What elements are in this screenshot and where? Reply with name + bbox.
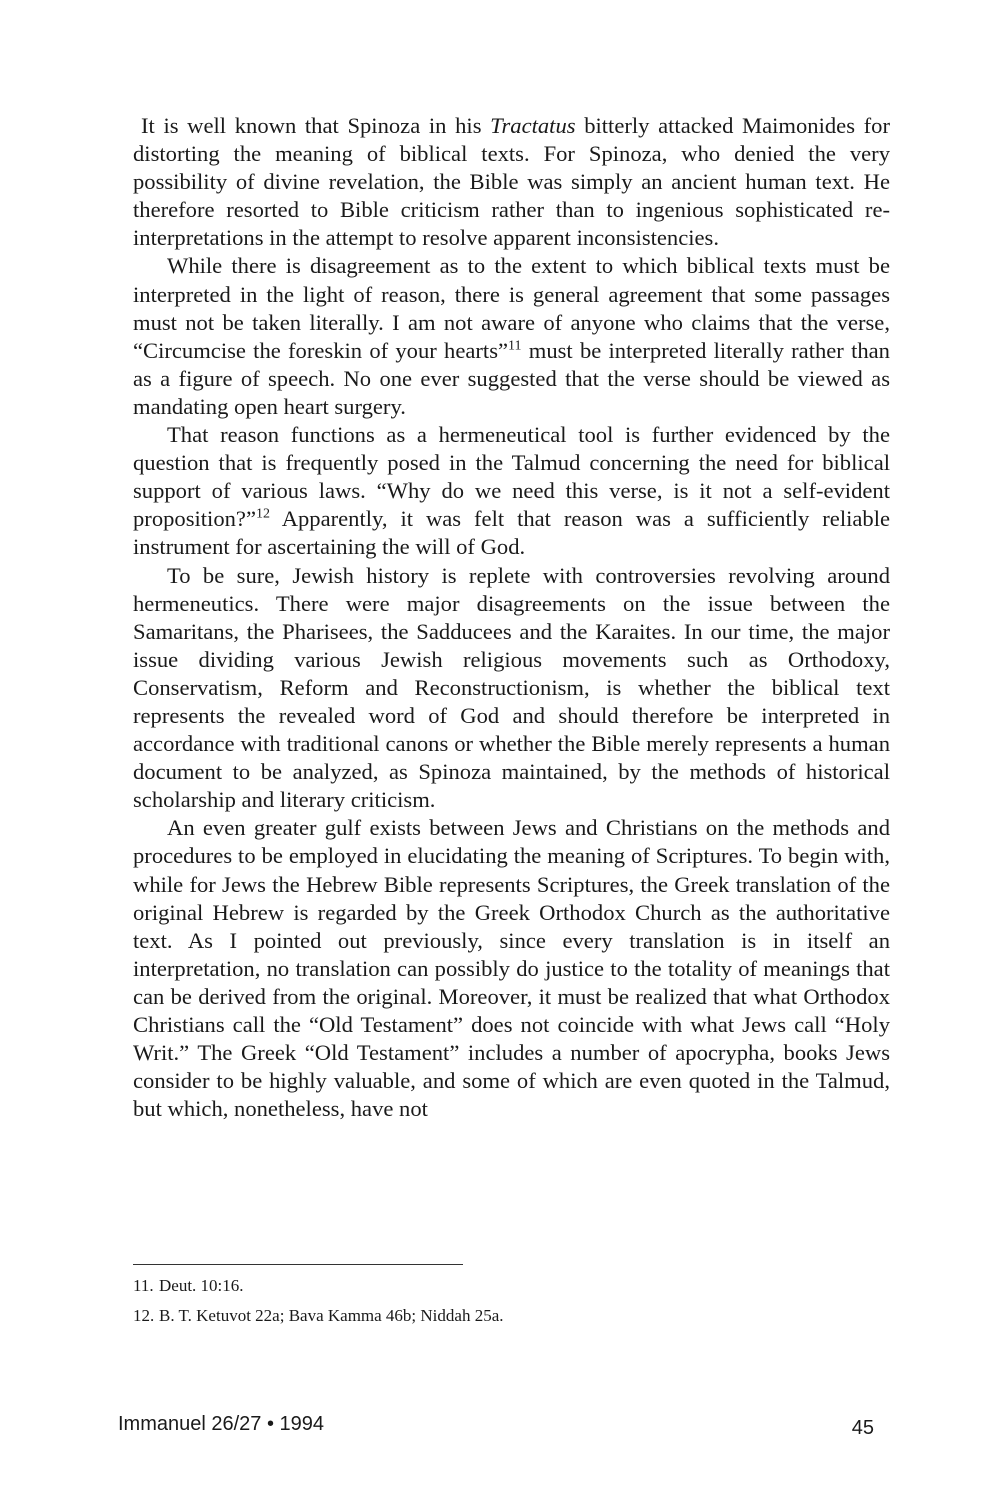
footnote-number: 11. (133, 1276, 154, 1295)
paragraph-text: must be interpreted literally rather than as a figure of speech. No one ever suggested that the verse should be viewed as mandating open heart surgery. (133, 337, 890, 419)
footnote-ref: 11 (508, 338, 522, 354)
italic-title: Tractatus (490, 113, 576, 138)
footnote-text: B. T. Ketuvot 22a; Bava Kamma 46b; Niddah 25a. (159, 1306, 504, 1325)
body-text (133, 112, 890, 1123)
paragraph-1 (133, 112, 890, 252)
paragraph-text: While there is disagreement as to the extent to which biblical texts must be interpreted in the light of reason, there is general agreement that some passages must not be taken literally. I am not aware of anyone who claims that the verse, “Circumcise the foreskin of your hearts” (133, 253, 890, 363)
footnote-divider (133, 1264, 463, 1265)
footnote-text: Deut. 10:16. (159, 1276, 244, 1295)
paragraph-4: To be sure, Jewish history is replete with controversies revolving around hermeneutics. There were major disagreements on the issue between the Samaritans, the Pharisees, the Sadducees and the Karaites. In our time, the major issue dividing various Jewish religious movements such as Orthodoxy, Conservatism, Reform and Reconstructionism, is whether the biblical text represents the revealed word of God and should therefore be interpreted in accordance with traditional canons or whether the Bible merely represents a human document to be analyzed, as Spinoza maintained, by the methods of historical scholarship and literary criticism. (133, 562, 890, 813)
footnote-12 (133, 1301, 833, 1331)
paragraph-2 (133, 252, 890, 421)
journal-footer: Immanuel 26/27 • 1994 (118, 1413, 325, 1435)
paragraph-text: That reason functions as a hermeneutical tool is further evidenced by the question that is frequently posed in the Talmud concerning the need for biblical support of various laws. “Why do we need this verse, is it not a self-evident proposition?” (133, 422, 890, 532)
footnote-ref: 12 (256, 506, 270, 522)
page-number: 45 (851, 1417, 874, 1439)
footnote-number: 12. (133, 1306, 155, 1325)
footnotes (133, 1271, 833, 1331)
paragraph-text: bitterly attacked Maimonides for distorting the meaning of biblical texts. For Spinoza, who denied the very possibility of divine revelation, the Bible was simply an ancient human text. He therefore resorted to Bible criticism rather than to ingenious sophisticated re-interpretations in the attempt to resolve apparent inconsistencies. (133, 113, 890, 251)
footnote-11 (133, 1271, 833, 1301)
paragraph-text: It is well known that Spinoza in his (141, 113, 491, 138)
paragraph-text: Apparently, it was felt that reason was a sufficiently reliable instrument for ascertaining the will of God. (133, 506, 890, 560)
paragraph-5: An even greater gulf exists between Jews and Christians on the methods and procedures to be employed in elucidating the meaning of Scriptures. To begin with, while for Jews the Hebrew Bible represents Scriptures, the Greek translation of the original Hebrew is regarded by the Greek Orthodox Church as the authoritative text. As I pointed out previously, since every translation is in itself an interpretation, no translation can possibly do justice to the totality of meanings that can be derived from the original. Moreover, it must be realized that what Orthodox Christians call the “Old Testament” does not coincide with what Jews call “Holy Writ.” The Greek “Old Testament” includes a number of apocrypha, books Jews consider to be highly valuable, and some of which are even quoted in the Talmud, but which, nonetheless, have not (133, 815, 890, 1122)
paragraph-3 (133, 421, 890, 561)
